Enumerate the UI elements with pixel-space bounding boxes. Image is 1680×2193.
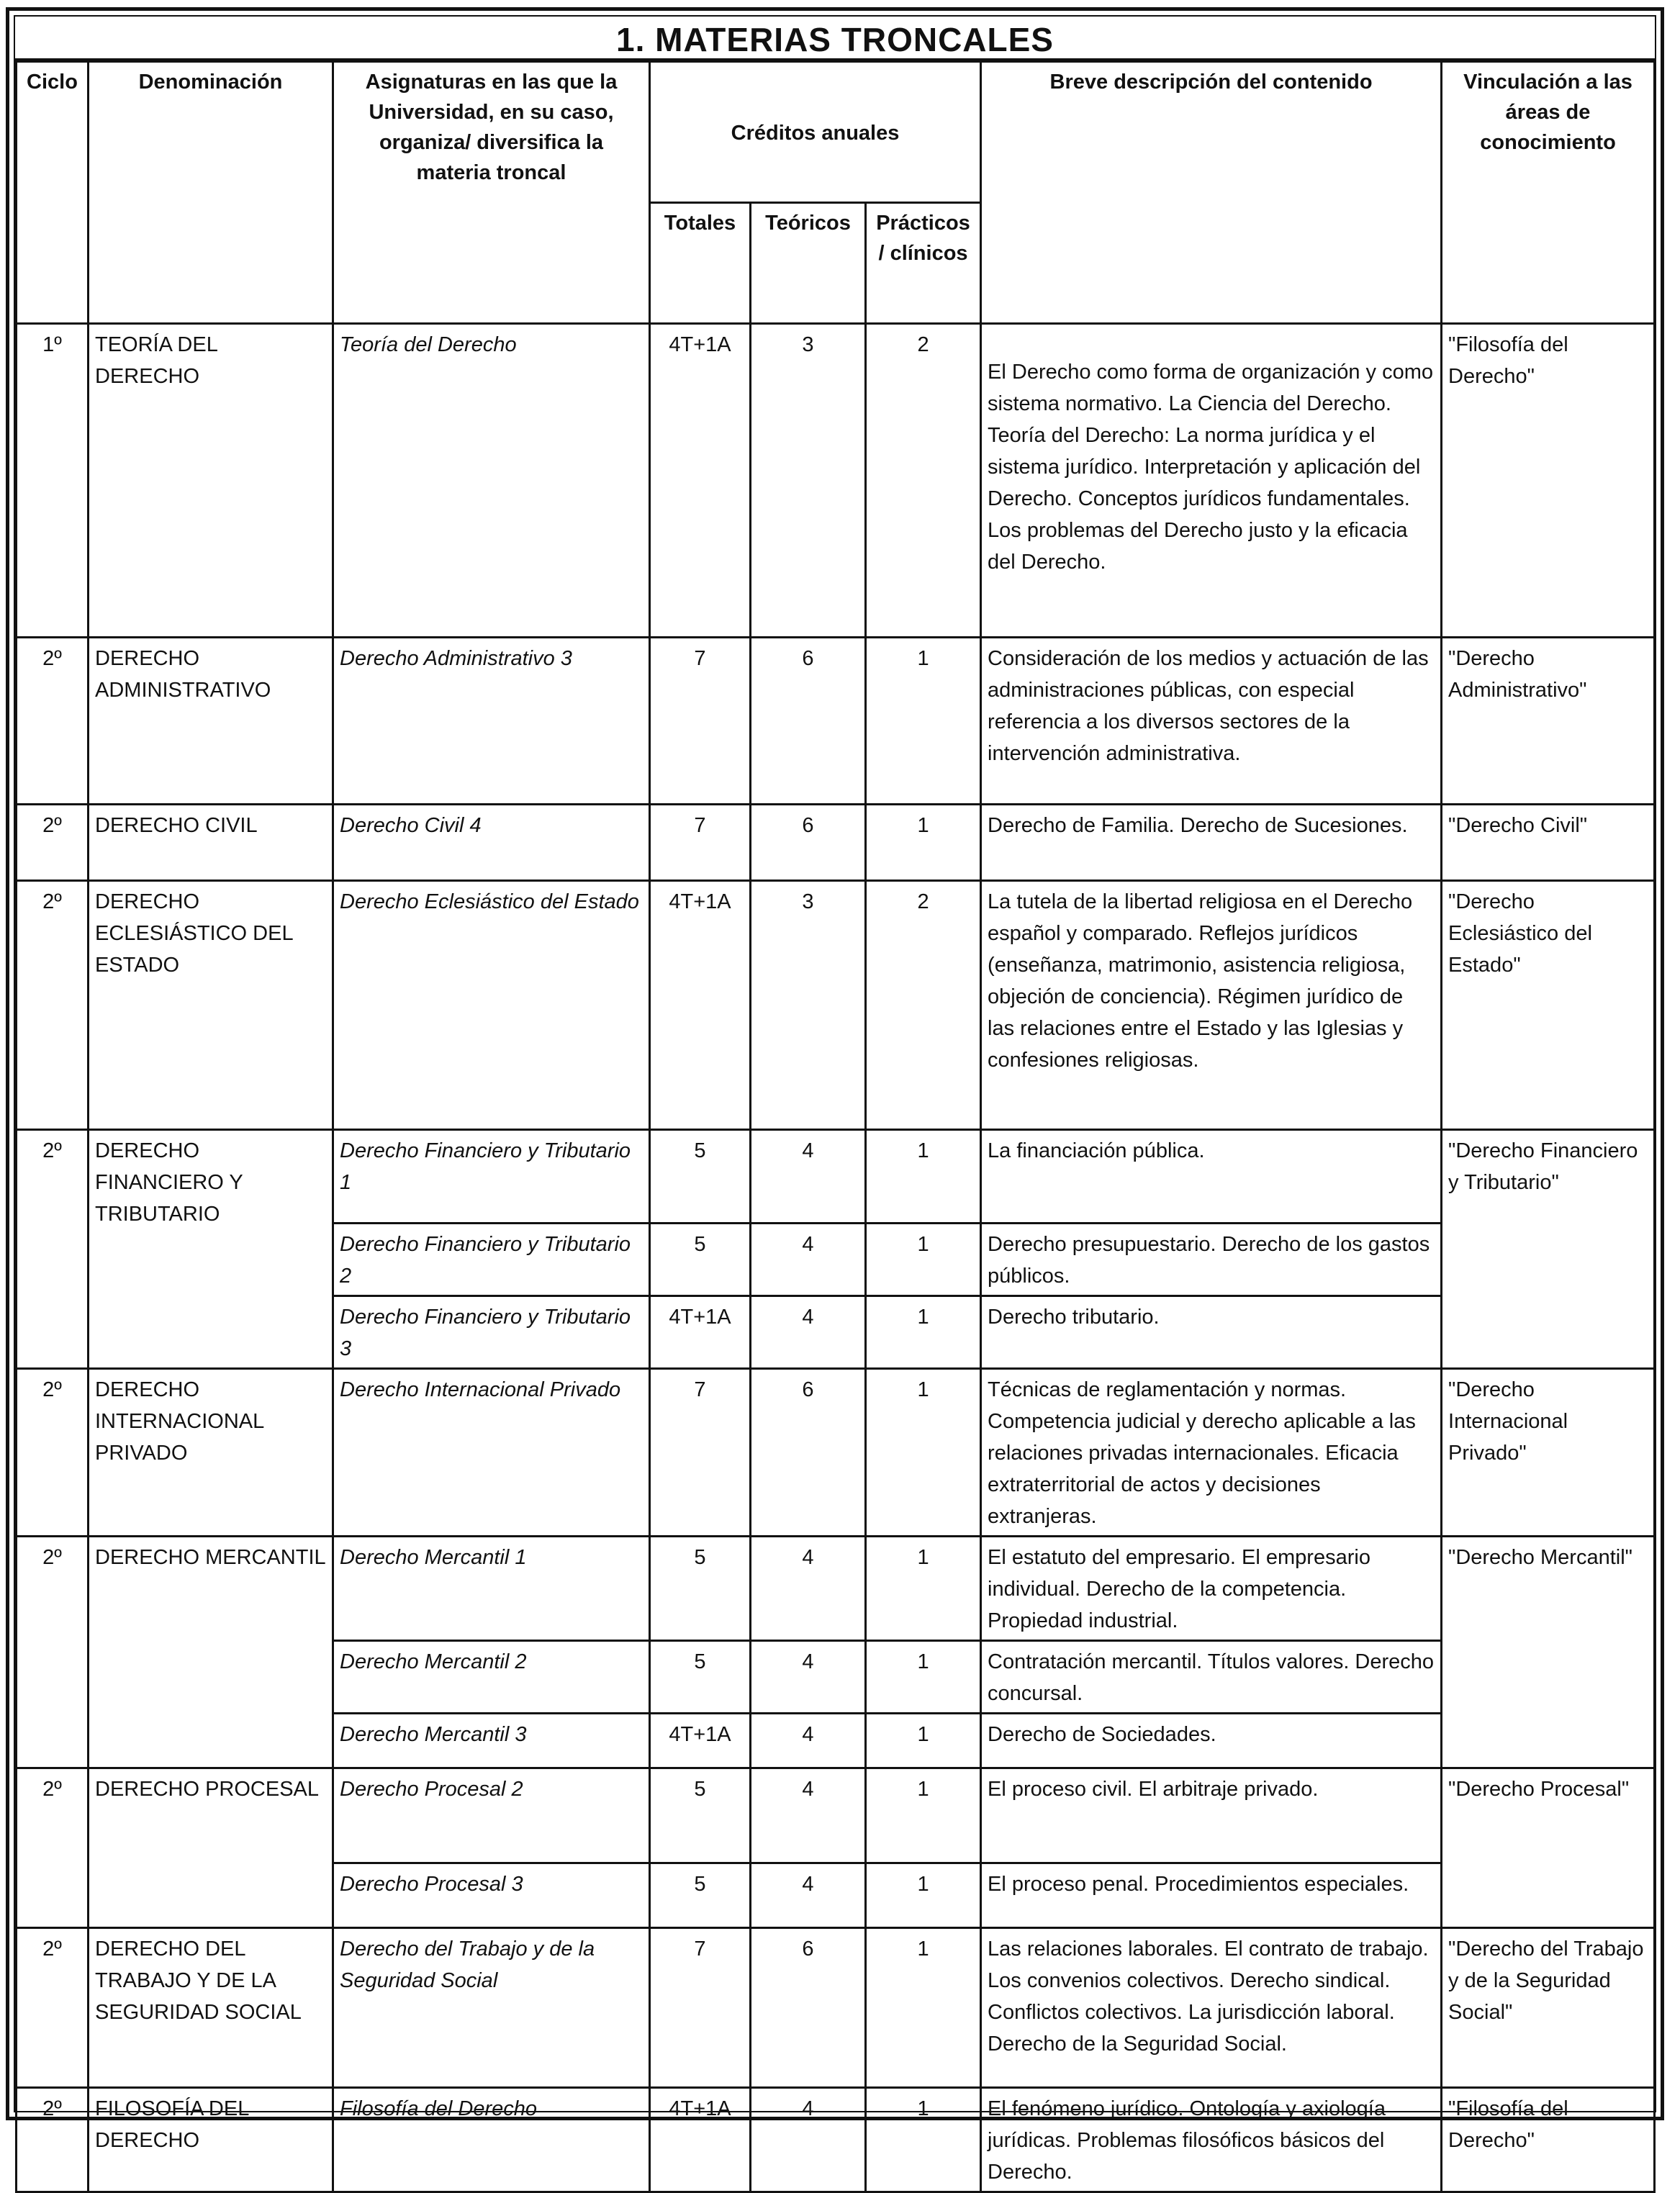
header-ciclo: Ciclo [17,62,89,324]
table-body [17,324,1655,2192]
cell-teoricos: 4 [751,1130,866,1224]
cell-practicos: 1 [866,638,981,805]
cell-vinculacion: "Derecho Financiero y Tributario" [1442,1130,1655,1369]
cell-practicos: 1 [866,1296,981,1369]
cell-vinculacion: "Derecho Administrativo" [1442,638,1655,805]
cell-totales: 4T+1A [650,324,751,638]
header-totales: Totales [650,203,751,324]
document-sheet [6,7,1664,2184]
cell-denominacion: TEORÍA DEL DERECHO [89,324,333,638]
cell-descripcion: Derecho tributario. [981,1296,1442,1369]
cell-ciclo: 2º [17,805,89,881]
cell-vinculacion: "Derecho Eclesiástico del Estado" [1442,881,1655,1130]
cell-descripcion: Contratación mercantil. Títulos valores. Derecho concursal. [981,1641,1442,1714]
cell-ciclo: 2º [17,2088,89,2192]
cell-asignatura: Derecho del Trabajo y de la Seguridad Social [333,1928,650,2088]
header-asignaturas: Asignaturas en las que la Universidad, en su caso, organiza/ diversifica la materia troncal [333,62,650,324]
table-row [17,324,1655,638]
cell-ciclo: 2º [17,1130,89,1369]
cell-denominacion: DERECHO FINANCIERO Y TRIBUTARIO [89,1130,333,1369]
cell-denominacion: DERECHO CIVIL [89,805,333,881]
cell-asignatura: Derecho Financiero y Tributario 1 [333,1130,650,1224]
table-row [17,1537,1655,1641]
cell-descripcion: Derecho de Familia. Derecho de Sucesiones. [981,805,1442,881]
cell-practicos: 1 [866,1130,981,1224]
cell-totales: 5 [650,1768,751,1863]
cell-teoricos: 4 [751,1537,866,1641]
page-title: 1. MATERIAS TRONCALES [15,17,1655,60]
cell-teoricos: 4 [751,1296,866,1369]
cell-teoricos: 6 [751,1928,866,2088]
cell-vinculacion: "Filosofía del Derecho" [1442,2088,1655,2192]
table-row [17,1928,1655,2088]
cell-totales: 7 [650,638,751,805]
header-vinculacion: Vinculación a las áreas de conocimiento [1442,62,1655,324]
document-frame [14,15,1656,2184]
cell-ciclo: 1º [17,324,89,638]
cell-ciclo: 2º [17,881,89,1130]
cell-ciclo: 2º [17,1369,89,1537]
cell-ciclo: 2º [17,1928,89,2088]
cell-totales: 5 [650,1224,751,1296]
cell-totales: 7 [650,1928,751,2088]
cell-practicos: 1 [866,805,981,881]
cell-totales: 5 [650,1863,751,1928]
cell-practicos: 1 [866,1537,981,1641]
cell-totales: 4T+1A [650,1296,751,1369]
cell-practicos: 1 [866,1641,981,1714]
table-row [17,1369,1655,1537]
cell-totales: 7 [650,805,751,881]
cell-asignatura: Derecho Mercantil 1 [333,1537,650,1641]
cell-asignatura: Derecho Internacional Privado [333,1369,650,1537]
header-teoricos: Teóricos [751,203,866,324]
cell-totales: 4T+1A [650,2088,751,2192]
cell-denominacion: DERECHO ECLESIÁSTICO DEL ESTADO [89,881,333,1130]
cell-denominacion: DERECHO PROCESAL [89,1768,333,1928]
cell-vinculacion: "Derecho Procesal" [1442,1768,1655,1928]
cell-denominacion: DERECHO DEL TRABAJO Y DE LA SEGURIDAD SOCIAL [89,1928,333,2088]
cell-asignatura: Derecho Civil 4 [333,805,650,881]
cell-denominacion: DERECHO INTERNACIONAL PRIVADO [89,1369,333,1537]
cell-teoricos: 4 [751,2088,866,2192]
cell-asignatura: Derecho Financiero y Tributario 2 [333,1224,650,1296]
cell-asignatura: Derecho Eclesiástico del Estado [333,881,650,1130]
cell-asignatura: Derecho Financiero y Tributario 3 [333,1296,650,1369]
cell-descripcion: Derecho presupuestario. Derecho de los gastos públicos. [981,1224,1442,1296]
cell-practicos: 2 [866,881,981,1130]
cell-denominacion: DERECHO MERCANTIL [89,1537,333,1768]
cell-practicos: 1 [866,1768,981,1863]
table-row [17,2088,1655,2192]
cell-teoricos: 4 [751,1863,866,1928]
cell-denominacion: DERECHO ADMINISTRATIVO [89,638,333,805]
cell-descripcion: Las relaciones laborales. El contrato de trabajo. Los convenios colectivos. Derecho sindical. Conflictos colectivos. La jurisdicción laboral. Derecho de la Seguridad Social. [981,1928,1442,2088]
cell-descripcion: El proceso civil. El arbitraje privado. [981,1768,1442,1863]
cell-asignatura: Derecho Mercantil 2 [333,1641,650,1714]
cell-totales: 5 [650,1537,751,1641]
cell-asignatura: Derecho Mercantil 3 [333,1714,650,1768]
cell-asignatura: Filosofía del Derecho [333,2088,650,2192]
header-creditos: Créditos anuales [650,62,981,203]
cell-descripcion: El estatuto del empresario. El empresario individual. Derecho de la competencia. Propiedad industrial. [981,1537,1442,1641]
cell-practicos: 1 [866,1714,981,1768]
cell-descripcion: El Derecho como forma de organización y como sistema normativo. La Ciencia del Derecho. Teoría del Derecho: La norma jurídica y el sistema jurídico. Interpretación y aplicación del Derecho. Conceptos jurídicos fundamentales. Los problemas del Derecho justo y la eficacia del Derecho. [981,324,1442,638]
cell-totales: 4T+1A [650,1714,751,1768]
cell-asignatura: Derecho Procesal 2 [333,1768,650,1863]
cell-teoricos: 3 [751,881,866,1130]
cell-descripcion: El proceso penal. Procedimientos especiales. [981,1863,1442,1928]
header-descripcion: Breve descripción del contenido [981,62,1442,324]
cell-totales: 5 [650,1641,751,1714]
header-practicos: Prácticos / clínicos [866,203,981,324]
table-row [17,1768,1655,1863]
materias-table [15,60,1656,2193]
cell-teoricos: 4 [751,1224,866,1296]
cell-descripcion: Consideración de los medios y actuación de las administraciones públicas, con especial referencia a los diversos sectores de la intervención administrativa. [981,638,1442,805]
cell-teoricos: 4 [751,1768,866,1863]
cell-practicos: 1 [866,1863,981,1928]
cell-totales: 5 [650,1130,751,1224]
table-row [17,638,1655,805]
cell-teoricos: 4 [751,1714,866,1768]
cell-practicos: 1 [866,1928,981,2088]
cell-asignatura: Derecho Procesal 3 [333,1863,650,1928]
cell-practicos: 1 [866,1224,981,1296]
cell-ciclo: 2º [17,1768,89,1928]
cell-totales: 7 [650,1369,751,1537]
cell-descripcion: La financiación pública. [981,1130,1442,1224]
cell-vinculacion: "Derecho Mercantil" [1442,1537,1655,1768]
cell-teoricos: 6 [751,638,866,805]
cell-vinculacion: "Derecho Internacional Privado" [1442,1369,1655,1537]
cell-teoricos: 6 [751,1369,866,1537]
cell-ciclo: 2º [17,1537,89,1768]
header-row [17,62,1655,203]
cell-descripcion: La tutela de la libertad religiosa en el Derecho español y comparado. Reflejos jurídicos (enseñanza, matrimonio, asistencia religiosa, objeción de conciencia). Régimen jurídico de las relaciones entre el Estado y las Iglesias y confesiones religiosas. [981,881,1442,1130]
cell-teoricos: 3 [751,324,866,638]
cell-denominacion: FILOSOFÍA DEL DERECHO [89,2088,333,2192]
cell-asignatura: Teoría del Derecho [333,324,650,638]
cell-practicos: 2 [866,324,981,638]
cell-vinculacion: "Filosofía del Derecho" [1442,324,1655,638]
table-row [17,1130,1655,1224]
cell-practicos: 1 [866,1369,981,1537]
table-row [17,805,1655,881]
cell-vinculacion: "Derecho Civil" [1442,805,1655,881]
cell-asignatura: Derecho Administrativo 3 [333,638,650,805]
cell-ciclo: 2º [17,638,89,805]
cell-teoricos: 4 [751,1641,866,1714]
header-denominacion: Denominación [89,62,333,324]
cell-teoricos: 6 [751,805,866,881]
cell-descripcion: Derecho de Sociedades. [981,1714,1442,1768]
cell-descripcion: Técnicas de reglamentación y normas. Competencia judicial y derecho aplicable a las relaciones privadas internacionales. Eficacia extraterritorial de actos y decisiones extranjeras. [981,1369,1442,1537]
table-row [17,881,1655,1130]
cell-vinculacion: "Derecho del Trabajo y de la Seguridad Social" [1442,1928,1655,2088]
cell-totales: 4T+1A [650,881,751,1130]
cell-descripcion: El fenómeno jurídico. Ontología y axiología jurídicas. Problemas filosóficos básicos del Derecho. [981,2088,1442,2192]
cell-practicos: 1 [866,2088,981,2192]
